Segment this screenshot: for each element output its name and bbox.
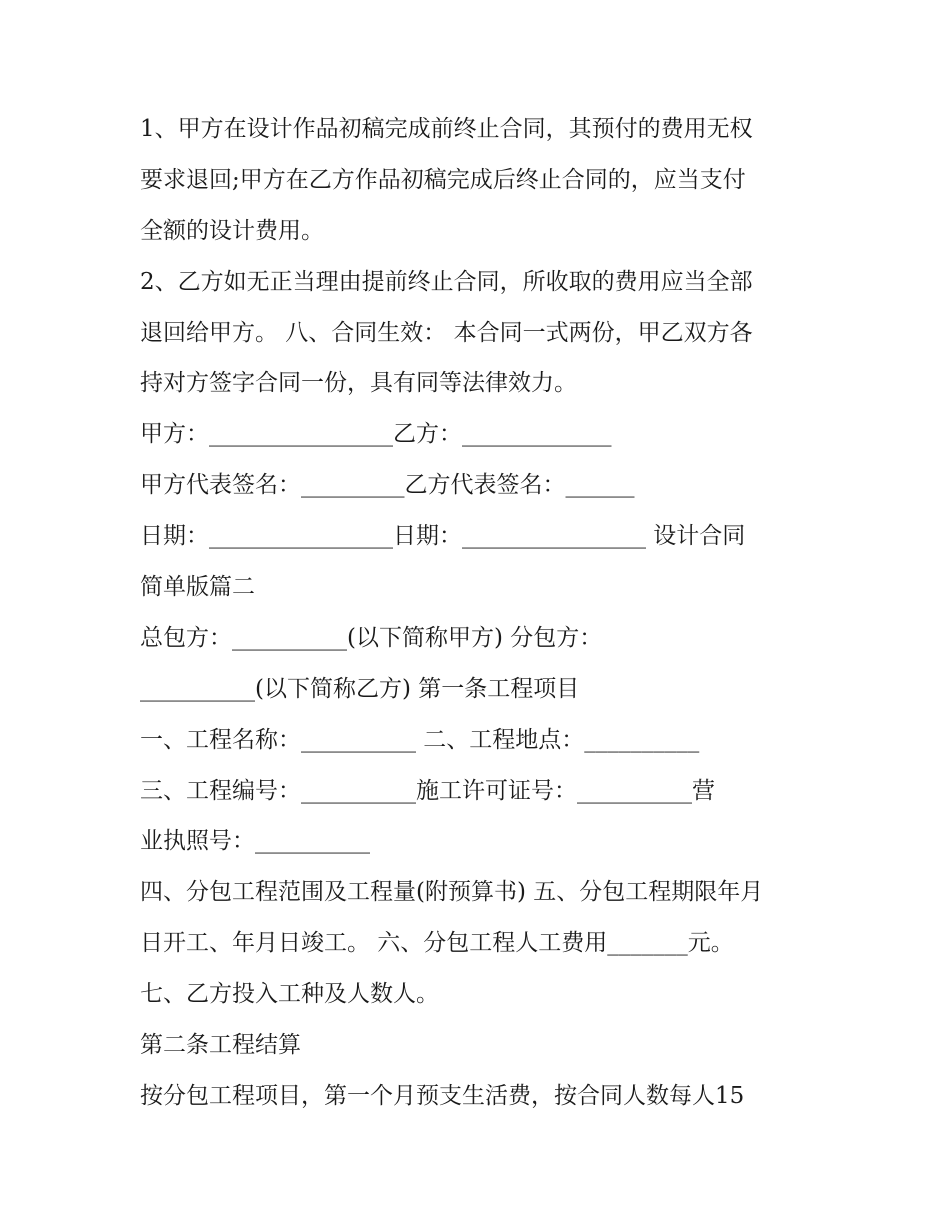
text-line: 七、乙方投入工种及人数人。 [140,981,439,1008]
text-line: 退回给甲方。 八、合同生效： 本合同一式两份，甲乙双方各 [140,319,753,346]
text-line: 按分包工程项目，第一个月预支生活费，按合同人数每人15 [140,1082,745,1109]
text-line: 2、乙方如无正当理由提前终止合同，所收取的费用应当全部 [140,268,753,295]
text-line: 一、工程名称：__________ 二、工程地点：__________ [140,726,700,753]
text-line: 业执照号：__________ [140,828,370,855]
date-line: 日期：________________日期：________________ 设计合同 [140,523,746,550]
section-title: 简单版篇二 [140,574,255,601]
article-heading: 第二条工程结算 [140,1032,301,1059]
text-line: 1、甲方在设计作品初稿完成前终止合同，其预付的费用无权 [140,116,753,142]
signature-line: 甲方代表签名：_________乙方代表签名：______ [140,472,635,499]
text-line: 全额的设计费用。 [140,217,324,244]
text-line: 四、分包工程范围及工程量(附预算书) 五、分包工程期限年月 [140,879,764,906]
text-line: 持对方签字合同一份，具有同等法律效力。 [140,370,577,397]
contract-text [140,104,820,1122]
text-line: __________(以下简称乙方) 第一条工程项目 [140,675,580,702]
party-line: 甲方：________________乙方：_____________ [140,421,612,448]
text-line: 要求退回;甲方在乙方作品初稿完成后终止合同的，应当支付 [140,166,746,193]
text-line: 日开工、年月日竣工。 六、分包工程人工费用_______元。 [140,930,734,957]
text-line: 三、工程编号：__________施工许可证号：__________营 [140,777,715,804]
text-line: 总包方：__________(以下简称甲方) 分包方： [140,624,603,651]
